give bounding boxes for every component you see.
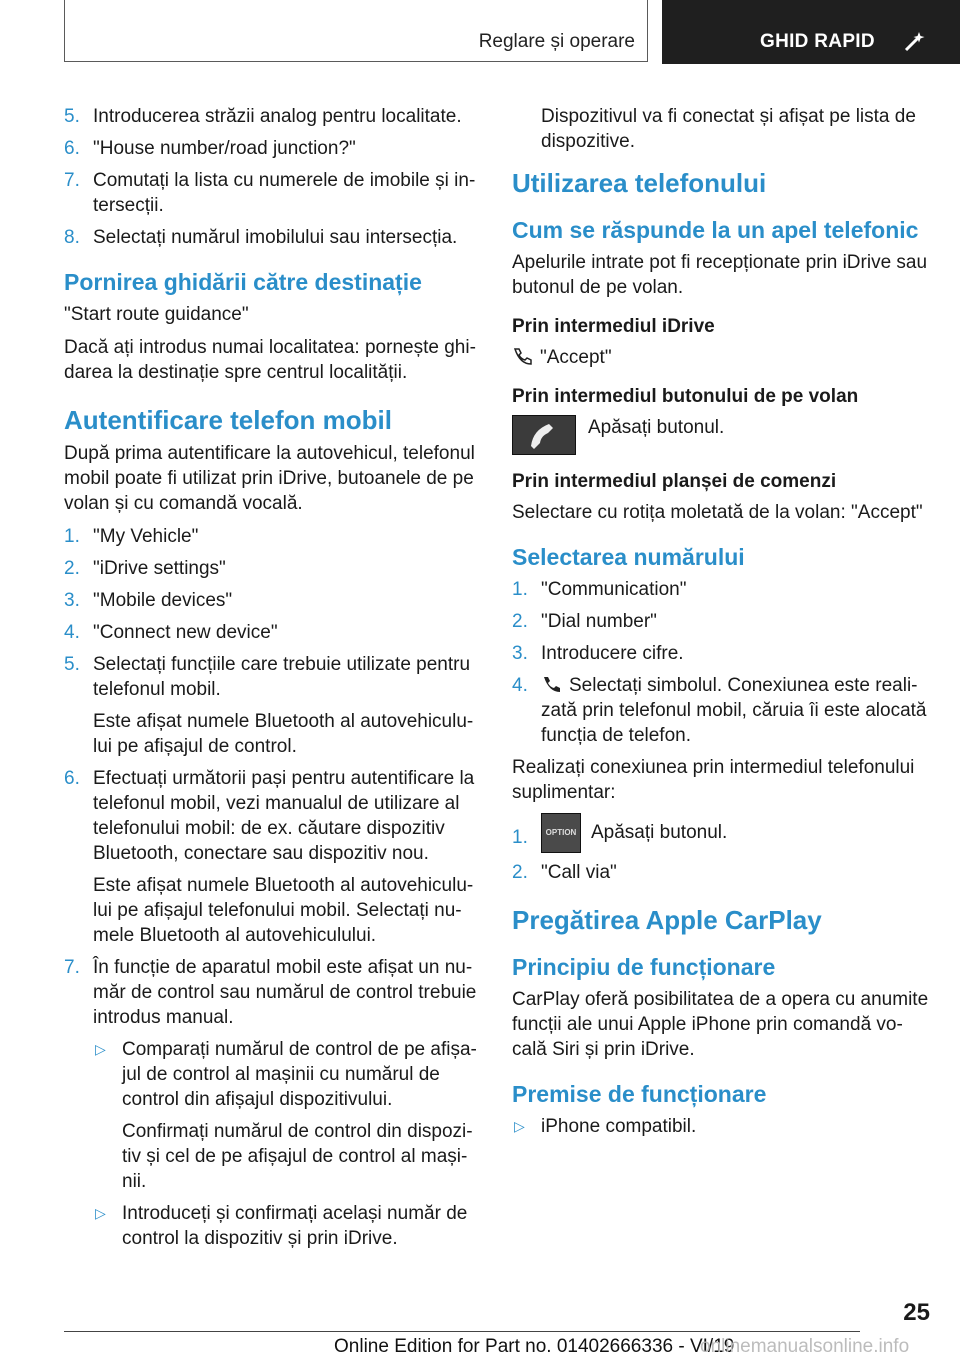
watermark: onlinemanualsonline.info xyxy=(700,1336,910,1357)
quick-guide-tab[interactable] xyxy=(662,0,960,64)
page-number: 25 xyxy=(903,1299,930,1326)
triangle-bullet-icon: ▷ xyxy=(514,1118,525,1134)
list-item-note: Este afișat numele Bluetooth al autovehiculu-lui pe afișajul telefonului mobil. Selectați nu-mele Bluetooth al autovehiculului. xyxy=(93,875,474,946)
heading-using-phone: Utilizarea telefonului xyxy=(512,168,767,198)
heading-prerequisites: Premise de funcționare xyxy=(512,1081,767,1107)
bullet-item: ▷ Comparați numărul de control de pe afișa-jul de control al mașinii cu numărul de control din afișajul dispozitivului. xyxy=(95,1039,477,1110)
list-item-note: Este afișat numele Bluetooth al autovehiculu-lui pe afișajul de control. xyxy=(93,711,474,757)
heading-via-panel: Prin intermediul planșei de comenzi xyxy=(512,471,837,492)
list-item: 7. Comutați la lista cu numerele de imobile și in-tersecții. xyxy=(64,170,476,216)
list-item: 2. "iDrive settings" xyxy=(64,558,226,579)
press-button-line: Apăsați butonul. xyxy=(512,415,932,455)
phone-handset-icon xyxy=(512,347,532,365)
list-item: 1. OPTION Apăsați butonul. xyxy=(512,813,932,853)
phone-handset-icon xyxy=(541,675,561,693)
bullet-item: ▷ iPhone compatibil. xyxy=(514,1116,697,1137)
triangle-bullet-icon: ▷ xyxy=(95,1205,106,1221)
bullet-note: Confirmați numărul de control din dispozi-tiv și cel de pe afișajul de control al mași-nii. xyxy=(122,1121,473,1192)
steering-phone-button-icon xyxy=(512,415,576,455)
list-item: 5. Introducerea străzii analog pentru localitate. xyxy=(64,106,462,127)
section-title: Reglare și operare xyxy=(478,31,635,52)
heading-principle: Principiu de funcționare xyxy=(512,954,776,980)
paragraph: Apelurile intrate pot fi recepționate prin iDrive sau butonul de pe volan. xyxy=(512,252,928,298)
footer-divider xyxy=(64,1331,860,1332)
header-section-box xyxy=(64,0,648,62)
heading-answer-call: Cum se răspunde la un apel telefonic xyxy=(512,217,919,243)
magic-wand-icon xyxy=(903,30,927,52)
list-item: 4. "Connect new device" xyxy=(64,622,278,643)
list-item: 6. "House number/road junction?" xyxy=(64,138,356,159)
list-item: 7. În funcție de aparatul mobil este afișat un nu-măr de control sau numărul de control trebuie introdus manual. xyxy=(64,957,477,1028)
paragraph: După prima autentificare la autovehicul, telefonul mobil poate fi utilizat prin iDrive, butoanele de pe volan și cu comandă vocală. xyxy=(64,443,475,514)
heading-via-wheel: Prin intermediul butonului de pe volan xyxy=(512,386,859,407)
list-item: 1. "Communication" xyxy=(512,579,687,600)
paragraph: Selectare cu rotița moletată de la volan: "Accept" xyxy=(512,502,923,523)
list-item: 5. Selectați funcțiile care trebuie utilizate pentru telefonul mobil. xyxy=(64,654,471,700)
quick-guide-label: GHID RAPID xyxy=(760,31,875,52)
triangle-bullet-icon: ▷ xyxy=(95,1041,106,1057)
list-item: 4. Selectați simbolul. Conexiunea este reali-zată prin telefonul mobil, căruia îi este alocată funcția de telefon. xyxy=(512,675,927,746)
heading-phone-auth: Autentificare telefon mobil xyxy=(64,405,392,435)
right-column xyxy=(512,104,932,1146)
option-button-icon: OPTION xyxy=(541,813,581,853)
list-item: 2. "Call via" xyxy=(512,862,617,883)
paragraph: CarPlay oferă posibilitatea de a opera cu anumite funcții ale unui Apple iPhone prin comandă vo-cală Siri și prin iDrive. xyxy=(512,989,929,1060)
paragraph: Realizați conexiunea prin intermediul telefonului suplimentar: xyxy=(512,757,915,803)
heading-start-guidance: Pornirea ghidării către destinație xyxy=(64,269,422,295)
paragraph: "Start route guidance" xyxy=(64,304,249,325)
heading-via-idrive: Prin intermediul iDrive xyxy=(512,316,715,337)
heading-carplay: Pregătirea Apple CarPlay xyxy=(512,905,822,935)
paragraph: Dacă ați introdus numai localitatea: pornește ghi-darea la destinație spre centrul localității. xyxy=(64,337,476,383)
edition-text: Online Edition for Part no. 01402666336 - VI/19 xyxy=(334,1336,735,1357)
bullet-item: ▷ Introduceți și confirmați același număr de control la dispozitiv și prin iDrive. xyxy=(95,1203,468,1249)
paragraph: Dispozitivul va fi conectat și afișat pe lista de dispozitive. xyxy=(541,106,916,152)
left-column xyxy=(64,104,480,1258)
list-item: 1. "My Vehicle" xyxy=(64,526,199,547)
list-item: 3. Introducere cifre. xyxy=(512,643,684,664)
accept-line: "Accept" xyxy=(512,345,932,370)
list-item: 2. "Dial number" xyxy=(512,611,657,632)
list-item: 8. Selectați numărul imobilului sau intersecția. xyxy=(64,227,458,248)
heading-select-number: Selectarea numărului xyxy=(512,544,745,570)
list-item: 3. "Mobile devices" xyxy=(64,590,233,611)
list-item: 6. Efectuați următorii pași pentru autentificare la telefonul mobil, vezi manualul de utilizare al telefonului mobil: de ex. căutare dispozitiv Bluetooth, conectare sau dispozitiv nou. xyxy=(64,768,475,864)
